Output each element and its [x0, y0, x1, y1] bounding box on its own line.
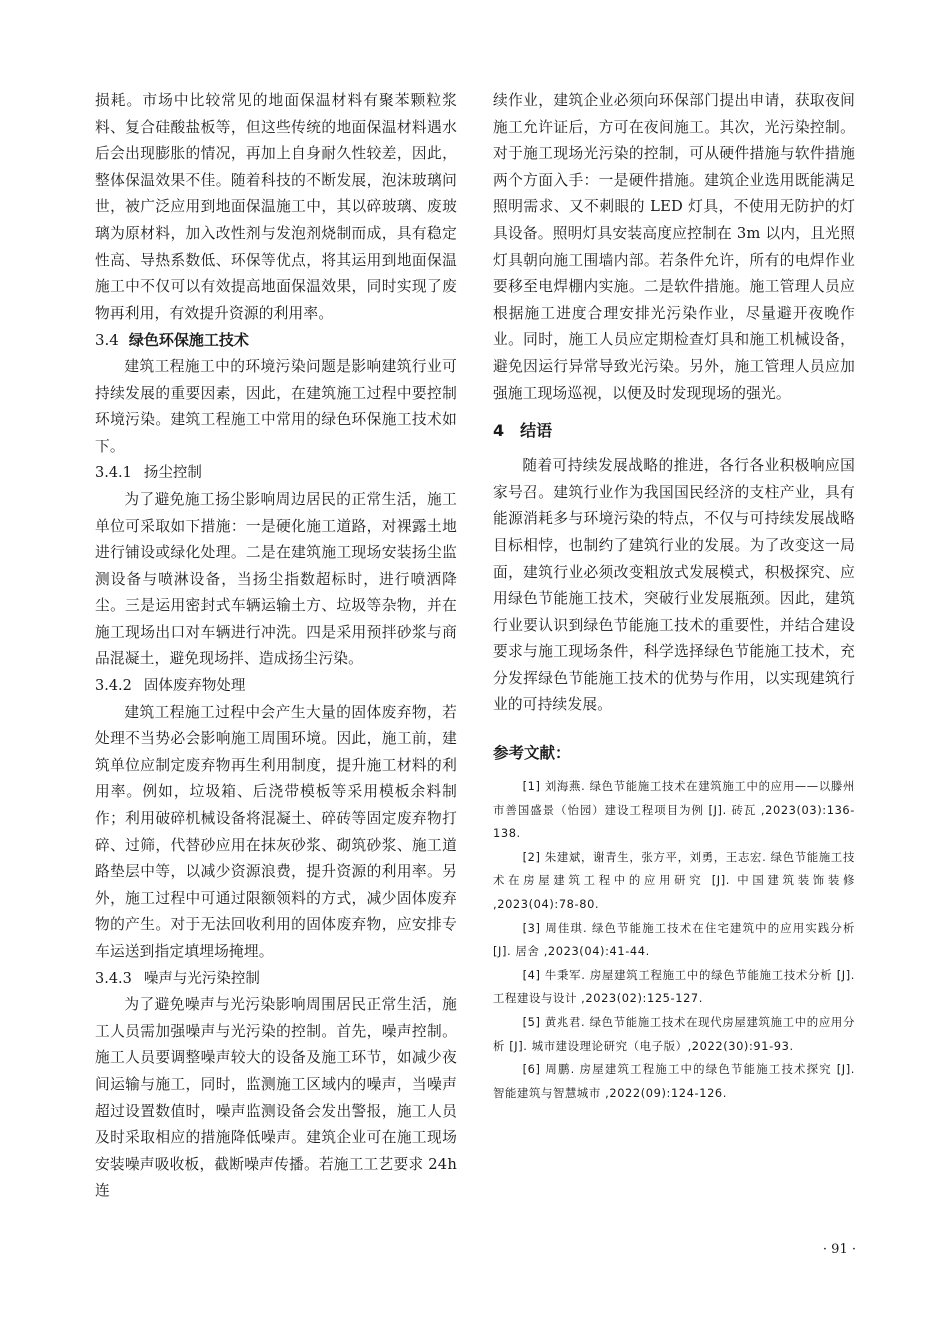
section-title: 扬尘控制: [143, 465, 202, 482]
right-column: [493, 88, 855, 1105]
section-number: 3.4: [95, 331, 119, 350]
reference-item: [2] 朱建斌，谢青生，张方平，刘勇，王志宏. 绿色节能施工技术在房屋建筑工程中的应用研究 [J]. 中国建筑装饰装修 ,2023(04):78-80.: [493, 849, 855, 912]
section-4-heading: [493, 417, 855, 445]
section-3-4-3-paragraph: 为了避免噪声与光污染影响周围居民正常生活，施工人员需加强噪声与光污染的控制。首先，噪声控制。施工人员要调整噪声较大的设备及施工环节，如减少夜间运输与施工，同时，监测施工区域内的噪声，当噪声超过设置数值时，噪声监测设备会发出警报，施工人员及时采取相应的措施降低噪声。建筑企业可在施工现场安装噪声吸收板，截断噪声传播。若施工工艺要求 24h 连: [95, 996, 457, 1200]
reference-item: [1] 刘海燕. 绿色节能施工技术在建筑施工中的应用——以滕州市善国盛景（怡园）建设工程项目为例 [J]. 砖瓦 ,2023(03):136-138.: [493, 779, 855, 841]
intro-paragraph: 损耗。市场中比较常见的地面保温材料有聚苯颗粒浆料、复合硅酸盐板等，但这些传统的地面保温材料遇水后会出现膨胀的情况，再加上自身耐久性较差，因此，整体保温效果不佳。随着科技的不断发展，泡沫玻璃问世，被广泛应用到地面保温施工中，其以碎玻璃、废玻璃为原材料，加入改性剂与发泡剂烧制而成，具有稳定性高、导热系数低、环保等优点，将其运用到地面保温施工中不仅可以有效提高地面保温效果，同时实现了废物再利用，有效提升资源的利用率。: [95, 92, 457, 322]
section-3-4-1-paragraph: 为了避免施工扬尘影响周边居民的正常生活，施工单位可采取如下措施：一是硬化施工道路，对裸露土地进行铺设或绿化处理。二是在建筑施工现场安装扬尘监测设备与喷淋设备，当扬尘指数超标时，进行喷洒降尘。三是运用密封式车辆运输土方、垃圾等杂物，并在施工现场出口对车辆进行冲洗。四是采用预拌砂浆与商品混凝土，避免现场拌、造成扬尘污染。: [95, 490, 457, 668]
section-3-4-1-heading: [95, 460, 457, 487]
section-number: 3.4.2: [95, 678, 132, 695]
section-3-4-paragraph: 建筑工程施工中的环境污染问题是影响建筑行业可持续发展的重要因素，因此，在建筑施工过程中要控制环境污染。建筑工程施工中常用的绿色环保施工技术如下。: [95, 357, 457, 455]
section-3-4-3-heading: [95, 966, 457, 993]
left-column: [95, 88, 457, 1205]
reference-item: [4] 牛秉军. 房屋建筑工程施工中的绿色节能施工技术分析 [J]. 工程建设与设计 ,2023(02):125-127.: [493, 967, 855, 1006]
references-title: 参考文献：: [493, 744, 571, 763]
conclusion-paragraph: 随着可持续发展战略的推进，各行各业积极响应国家号召。建筑行业作为我国国民经济的支柱产业，具有能源消耗多与环境污染的特点，不仅与可持续发展战略目标相悖，也制约了建筑行业的发展。为了改变这一局面，建筑行业必须改变粗放式发展模式，积极探究、应用绿色节能施工技术，突破行业发展瓶颈。因此，建筑行业要认识到绿色节能施工技术的重要性，并结合建设要求与施工现场条件，科学选择绿色节能施工技术，充分发挥绿色节能施工技术的优势与作用，以实现建筑行业的可持续发展。: [493, 457, 855, 714]
section-title: 绿色环保施工技术: [128, 331, 249, 350]
reference-item: [5] 黄兆君. 绿色节能施工技术在现代房屋建筑施工中的应用分析 [J]. 城市建设理论研究（电子版）,2022(30):91-93.: [493, 1015, 855, 1053]
section-number: 3.4.3: [95, 970, 132, 987]
continued-paragraph: 续作业，建筑企业必须向环保部门提出申请，获取夜间施工允许证后，方可在夜间施工。其次，光污染控制。对于施工现场光污染的控制，可从硬件措施与软件措施两个方面入手：一是硬件措施。建筑企业选用既能满足照明需求、又不刺眼的 LED 灯具，不使用无防护的灯具设备。照明灯具安装高度应控制在 3m 以内，且光照灯具朝向施工围墙内部。若条件允许，所有的电焊作业要移至电焊棚内实施。二是软件措施。施工管理人员应根据施工进度合理安排光污染作业，尽量避开夜晚作业。同时，施工人员应定期检查灯具和施工机械设备，避免因运行异常导致光污染。另外，施工管理人员应加强施工现场巡视，以便及时发现现场的强光。: [493, 92, 855, 402]
references-list: [493, 775, 855, 1105]
section-number: 3.4.1: [95, 465, 132, 482]
reference-item: [3] 周佳琪. 绿色节能施工技术在住宅建筑中的应用实践分析 [J]. 居舍 ,2023(04):41-44.: [493, 920, 855, 959]
section-number: 4: [493, 421, 505, 441]
section-title: 固体废弃物处理: [143, 678, 246, 695]
section-title: 结语: [520, 421, 553, 441]
reference-item: [6] 周鹏. 房屋建筑工程施工中的绿色节能施工技术探究 [J]. 智能建筑与智慧城市 ,2022(09):124-126.: [493, 1062, 855, 1100]
section-3-4-2-heading: [95, 673, 457, 700]
section-3-4-heading: [95, 327, 457, 354]
section-3-4-2-paragraph: 建筑工程施工过程中会产生大量的固体废弃物，若处理不当势必会影响施工周围环境。因此，施工前，建筑单位应制定废弃物再生利用制度，提升施工材料的利用率。例如，垃圾箱、后浇带模板等采用模板余料制作；利用破碎机械设备将混凝土、碎砖等固定废弃物打碎、过筛，代替砂应用在抹灰砂浆、砌筑砂浆、施工道路垫层中等，以减少资源浪费，提升资源的利用率。另外，施工过程中可通过限额领料的方式，减少固体废弃物的产生。对于无法回收利用的固体废弃物，应安排专车运送到指定填埋场掩埋。: [95, 703, 457, 960]
page-number: · 91 ·: [822, 1242, 856, 1257]
section-title: 噪声与光污染控制: [143, 970, 260, 987]
